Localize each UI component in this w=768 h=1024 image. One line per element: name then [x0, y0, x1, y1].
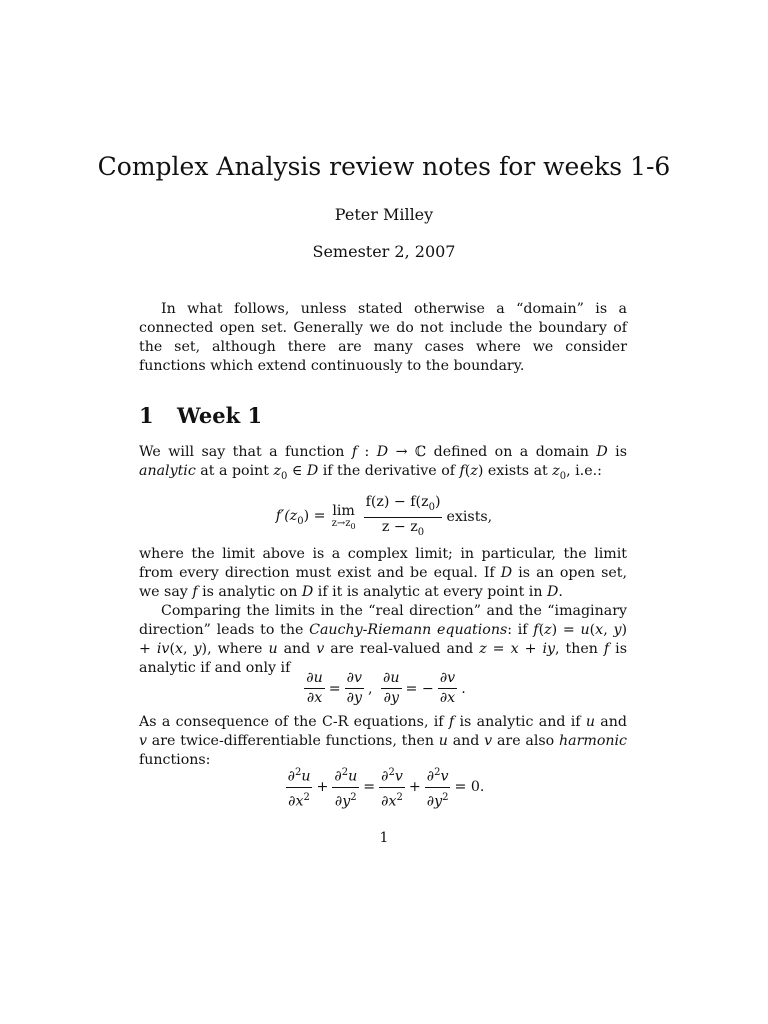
para2-text-a: where the limit above is a complex limit; in particular, the limit from every direction must exist and be equal. If [139, 546, 627, 581]
para1-text-e: if the derivative of [318, 463, 460, 479]
para4-text-c: and [594, 714, 627, 730]
analytic-term: analytic [139, 463, 196, 479]
para1-text-f: exists at [483, 463, 553, 479]
difference-quotient: $\frac{f(z) - f(z_0)}{z - z_0}$ [365, 494, 441, 538]
section-title: Week 1 [177, 403, 263, 428]
author-name: Peter Milley [334, 205, 434, 224]
para4-text-a: As a consequence of the C-R equations, if [139, 714, 449, 730]
para3-text-g: is analytic if and only if [139, 641, 627, 676]
limit-operator: lim $z\to z_0$ [331, 502, 356, 531]
para3-text-d: and [277, 641, 317, 657]
para2-text-d: if it is analytic at every point in [313, 584, 547, 600]
para4-text-b: is analytic and if [454, 714, 586, 730]
para4-text-e: and [447, 733, 485, 749]
harmonic-term: harmonic [559, 733, 627, 749]
para3-text-e: are real-valued and [324, 641, 480, 657]
page-title: Complex Analysis review notes for weeks 1-6 [97, 152, 671, 181]
para3-text-f: , then [555, 641, 604, 657]
para3-text-b: : if [507, 622, 534, 638]
cauchy-riemann-term: Cauchy-Riemann equations [309, 622, 508, 638]
para1-text-c: is [607, 444, 627, 460]
para2-text-c: is analytic on [197, 584, 302, 600]
intro-paragraph [139, 300, 627, 376]
lim-subscript: z→z [331, 517, 351, 529]
harmonic-paragraph: As a consequence of the C-R equations, if f is analytic and if u and v are twice-differentiable functions, then u and v are also harmonic functions: [139, 714, 627, 768]
eq1-numerator: f(z) − f(z [365, 494, 429, 510]
analytic-definition-paragraph: We will say that a function f : D → ℂ defined on a domain D is analytic at a point $z_0$ ∈ D if the derivative of f(z) exists at $z_0$, i.e.: [139, 444, 627, 482]
intro-text: In what follows, unless stated otherwise a “domain” is a connected open set. Generally we do not include the boundary of the set, although there are many cases where we consider functions which extend continuously to the boundary. [139, 301, 627, 374]
para4-text-f: are also [492, 733, 559, 749]
laplace-equation: $\frac{\partial^2u}{\partial x^2}$ + $\frac{\partial^2u}{\partial y^2}$ = $\frac{\partial^2v}{\partial x^2}$ + $\frac{\partial^2v}{\partial y^2}$ = 0. [0, 764, 768, 810]
page-number: 1 [379, 830, 389, 846]
para2-text-e: . [558, 584, 563, 600]
document-date: Semester 2, 2007 [312, 242, 456, 261]
eq1-tail: exists, [446, 509, 493, 526]
cauchy-riemann-paragraph: Comparing the limits in the “real direction” and the “imaginary direction” leads to the Cauchy-Riemann equations: if f(z) = u(x, y) + iv(x, y), where u and v are real-valued and z = x + iy, then f is analytic if and only if [139, 603, 627, 676]
eq1-denominator: z − z [381, 518, 418, 535]
para4-text-g: functions: [139, 752, 211, 768]
para1-text-g: , i.e.: [566, 463, 602, 479]
complex-limit-paragraph: where the limit above is a complex limit; in particular, the limit from every direction must exist and be equal. If D is an open set, we say f is analytic on D if it is analytic at every point in D. [139, 546, 627, 600]
derivative-equation: $f'(z_0)$ = lim $z\to z_0$ $\frac{f(z) - f(z_0)}{z - z_0}$ exists, [0, 494, 768, 541]
para1-text-a: We will say that a function [139, 444, 352, 460]
para1-text-d: at a point [195, 463, 274, 479]
section-number: 1 [139, 403, 154, 428]
para1-text-b: defined on a domain [426, 444, 597, 460]
section-heading-week1 [139, 402, 262, 430]
para3-text-a: Comparing the limits in the “real direction” and the “imaginary direction” leads to the [139, 603, 627, 638]
cauchy-riemann-equations: $\frac{\partial u}{\partial x}$ = $\frac{\partial v}{\partial y}$ , $\frac{\partial u}{\partial y}$ = − $\frac{\partial v}{\partial x}$ . [306, 670, 466, 706]
lim-label: lim [332, 502, 355, 519]
para2-text-b: is an open set, we say [139, 565, 627, 600]
para4-text-d: are twice-differentiable functions, then [147, 733, 439, 749]
eq1-lhs: f′(z [275, 507, 298, 524]
para3-text-c: , where [207, 641, 269, 657]
